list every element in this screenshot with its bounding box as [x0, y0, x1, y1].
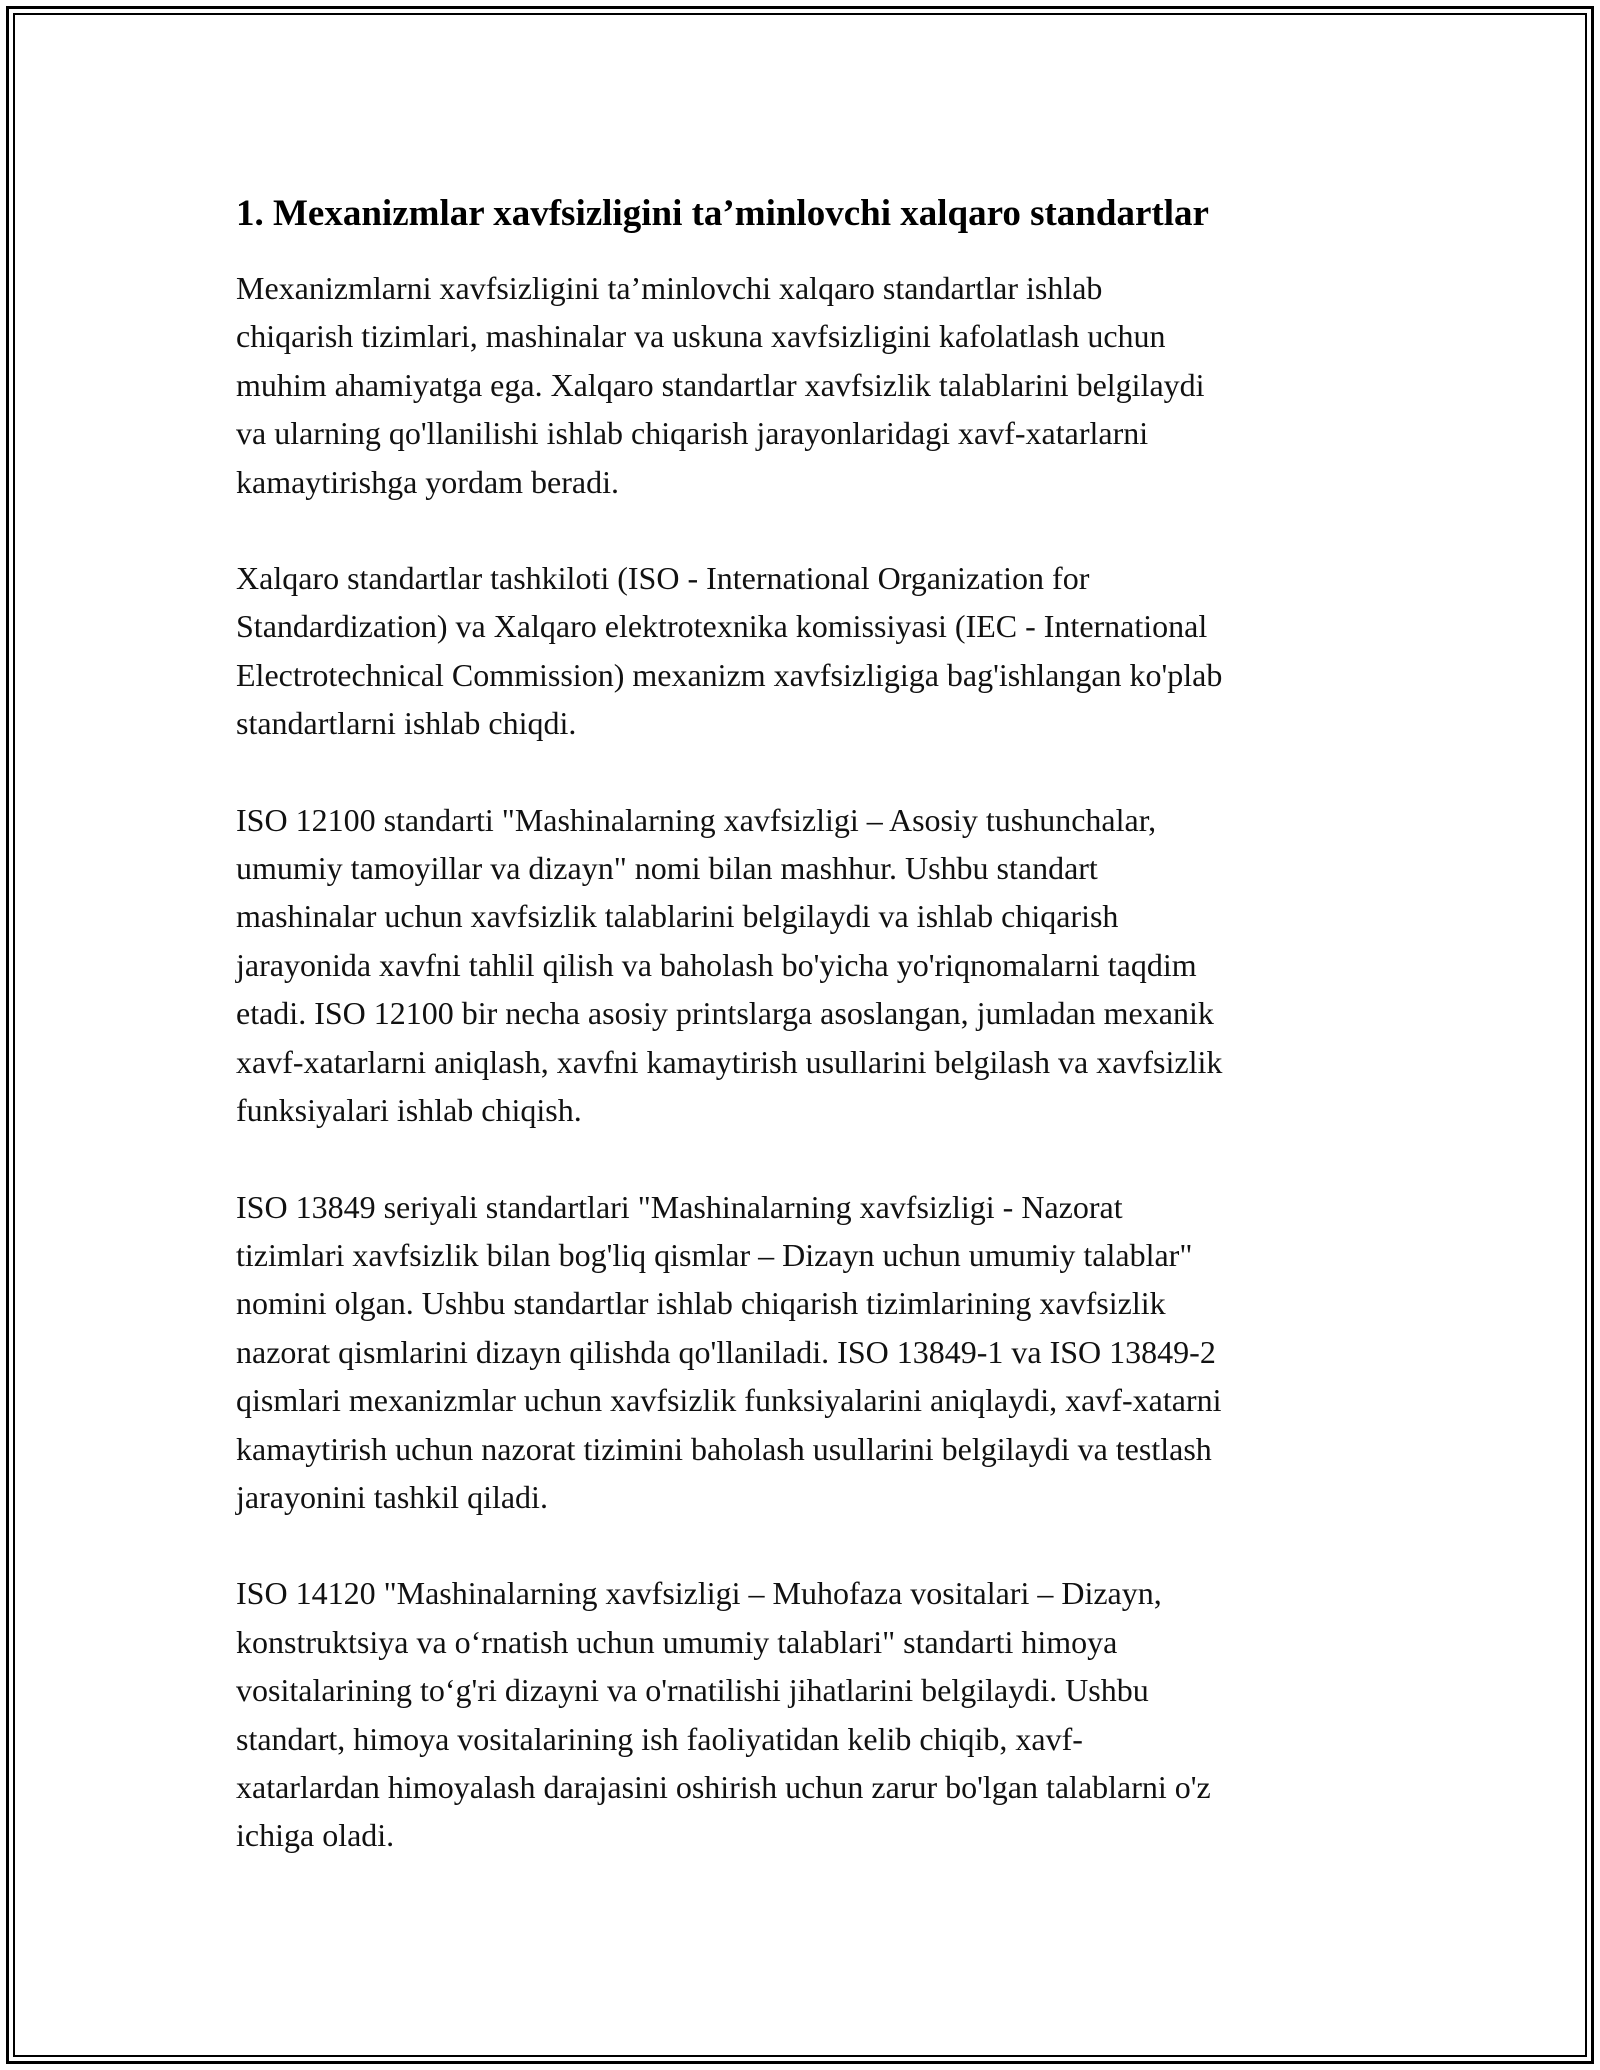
text-line: funksiyalari ishlab chiqish.: [236, 1092, 582, 1129]
paragraph-intro: [236, 264, 1376, 506]
text-line: konstruktsiya va o‘rnatish uchun umumiy talablari" standarti himoya: [236, 1623, 1118, 1660]
text-line: va ularning qo'llanilishi ishlab chiqarish jarayonlaridagi xavf-xatarlarni: [236, 415, 1149, 452]
text-line: ISO 13849 seriyali standartlari "Mashinalarning xavfsizligi - Nazorat: [236, 1188, 1123, 1225]
text-line: standartlarni ishlab chiqdi.: [236, 705, 577, 742]
text-line: Mexanizmlarni xavfsizligini ta’minlovchi xalqaro standartlar ishlab: [236, 270, 1103, 306]
text-line: jarayonini tashkil qiladi.: [236, 1478, 548, 1515]
section-heading: 1. Mexanizmlar xavfsizligini ta’minlovchi xalqaro standartlar: [236, 193, 1209, 234]
text-line: ISO 14120 "Mashinalarning xavfsizligi – Muhofaza vositalari – Dizayn,: [236, 1575, 1162, 1612]
text-line: kamaytirishga yordam beradi.: [236, 463, 619, 500]
paragraph-iso-13849: [236, 1183, 1376, 1522]
text-line: nazorat qismlarini dizayn qilishda qo'llaniladi. ISO 13849-1 va ISO 13849-2: [236, 1333, 1216, 1370]
text-line: ichiga oladi.: [236, 1817, 395, 1854]
text-line: qismlari mexanizmlar uchun xavfsizlik funksiyalarini aniqlaydi, xavf-xatarni: [236, 1382, 1222, 1419]
text-line: jarayonida xavfni tahlil qilish va baholash bo'yicha yo'riqnomalarni taqdim: [236, 946, 1197, 983]
text-line: standart, himoya vositalarining ish faoliyatidan kelib chiqib, xavf-: [236, 1720, 1083, 1757]
text-line: xatarlardan himoyalash darajasini oshirish uchun zarur bo'lgan talablarni o'z: [236, 1768, 1211, 1805]
text-line: tizimlari xavfsizlik bilan bog'liq qismlar – Dizayn uchun umumiy talablar": [236, 1236, 1193, 1273]
text-line: vositalarining to‘g'ri dizayni va o'rnatilishi jihatlarini belgilaydi. Ushbu: [236, 1672, 1149, 1709]
text-line: Xalqaro standartlar tashkiloti (ISO - International Organization for: [236, 560, 1090, 597]
text-line: xavf-xatarlarni aniqlash, xavfni kamaytirish usullarini belgilash va xavfsizlik: [236, 1043, 1223, 1080]
text-line: Standardization) va Xalqaro elektrotexnika komissiyasi (IEC - International: [236, 608, 1208, 645]
text-line: mashinalar uchun xavfsizlik talablarini belgilaydi va ishlab chiqarish: [236, 898, 1119, 935]
paragraph-iso-12100: [236, 796, 1376, 1135]
text-line: Electrotechnical Commission) mexanizm xavfsizligiga bag'ishlangan ko'plab: [236, 656, 1223, 693]
text-line: ISO 12100 standarti "Mashinalarning xavfsizligi – Asosiy tushunchalar,: [236, 801, 1157, 838]
text-line: umumiy tamoyillar va dizayn" nomi bilan mashhur. Ushbu standart: [236, 850, 1098, 887]
text-line: kamaytirish uchun nazorat tizimini baholash usullarini belgilaydi va testlash: [236, 1430, 1212, 1467]
paragraph-iso-14120: [236, 1569, 1376, 1859]
paragraph-iso-iec: [236, 554, 1376, 748]
text-line: etadi. ISO 12100 bir necha asosiy printslarga asoslangan, jumladan mexanik: [236, 995, 1214, 1032]
text-line: chiqarish tizimlari, mashinalar va uskuna xavfsizligini kafolatlash uchun: [236, 318, 1166, 355]
text-line: nomini olgan. Ushbu standartlar ishlab chiqarish tizimlarining xavfsizlik: [236, 1285, 1166, 1322]
document-body: [236, 190, 1376, 1908]
text-line: muhim ahamiyatga ega. Xalqaro standartlar xavfsizlik talablarini belgilaydi: [236, 366, 1205, 403]
